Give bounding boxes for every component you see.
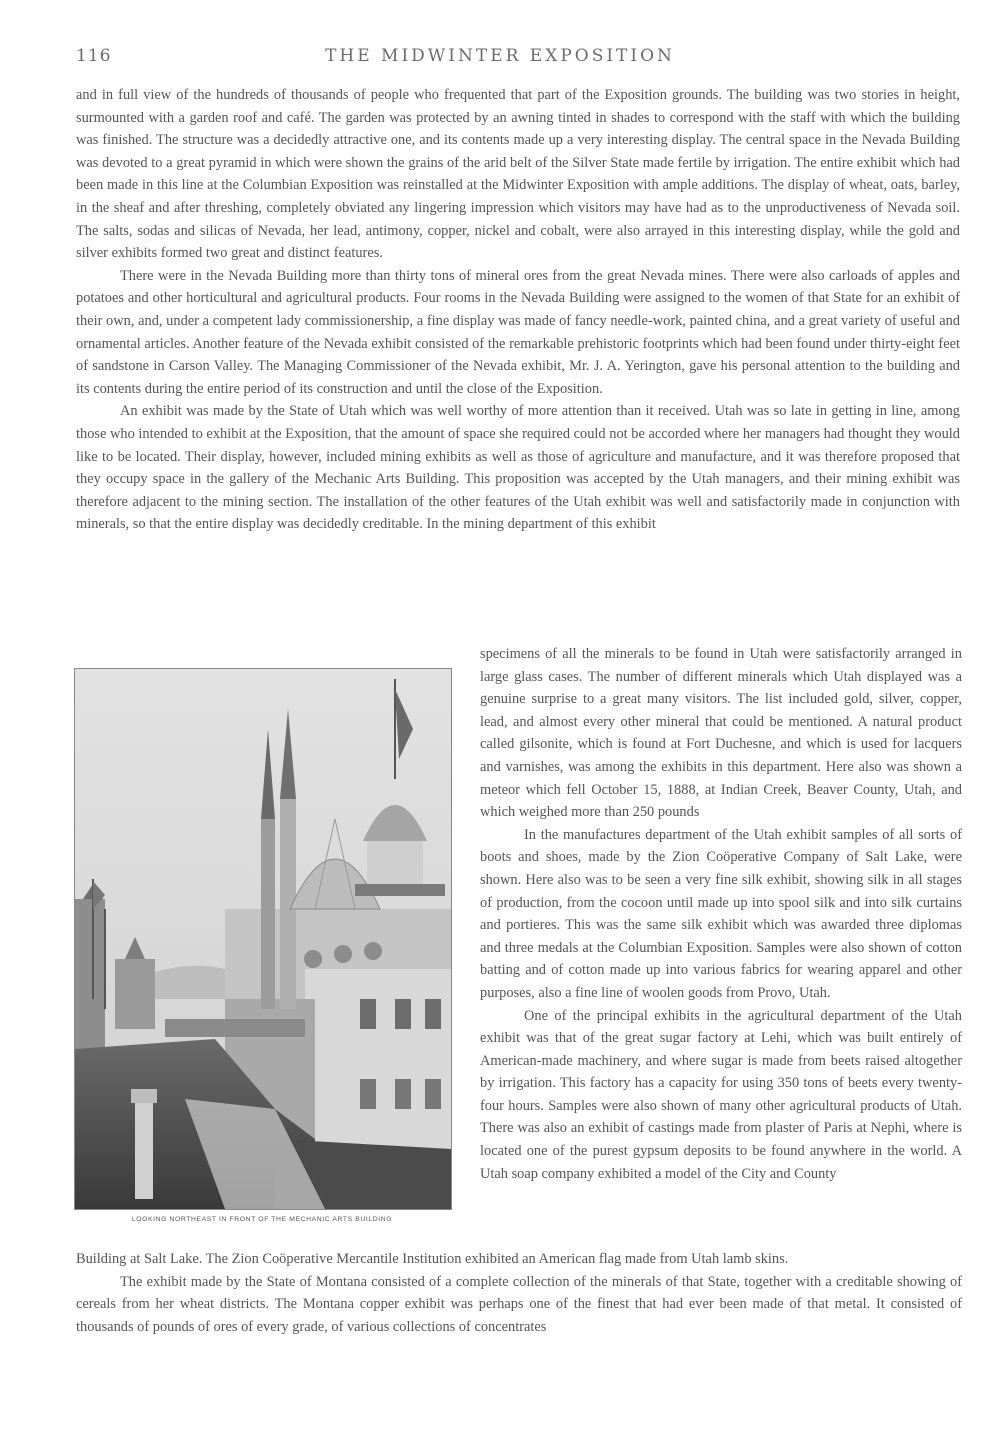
paragraph-utah-closing: Building at Salt Lake. The Zion Coöperative Mercantile Institution exhibited an American flag made from Utah lamb skins. <box>76 1251 789 1267</box>
paragraph-utah-intro: An exhibit was made by the State of Utah which was well worthy of more attention than it received. Utah was so late in getting in line, among those who intended to exhibit at the Exposition, that the amount of space she required could not be accorded where her managers had thought they would like to be located. Their display, however, included mining exhibits as well as those of agriculture and manufacture, and it was therefore proposed that they occupy space in the gallery of the Mechanic Arts Building. This proposition was accepted by the Utah managers, and their mining exhibit was therefore adjacent to the mining section. The installation of the other features of the Utah exhibit was well and satisfactorily made in conjunction with minerals, so that the entire display was decidedly creditable. In the mining department of this exhibit <box>76 403 960 533</box>
paragraph-montana: The exhibit made by the State of Montana consisted of a complete collection of the minerals of that State, together with a creditable showing of cereals from her wheat districts. The Montana copper exhibit was perhaps one of the finest that had ever been made of that metal. It consisted of thousands of pounds of ores of every grade, of various collections of concentrates <box>76 1273 962 1335</box>
paragraph-nevada-building: and in full view of the hundreds of thousands of people who frequented that part of the Exposition grounds. The building was two stories in height, surmounted with a garden roof and café. The garden was protected by an awning tinted in shades to correspond with the staff with which the building was finished. The structure was a decidedly attractive one, and its contents made up a very interesting display. The central space in the Nevada Building was devoted to a great pyramid in which were shown the grains of the arid belt of the Silver State made fertile by irrigation. The entire exhibit which had been made in this line at the Columbian Exposition was reinstalled at the Midwinter Exposition with ample additions. The display of wheat, oats, barley, in the sheaf and after threshing, completely obviated any lingering impression which visitors may have had as to the unproductiveness of Nevada soil. The salts, sodas and silicas of Nevada, her lead, antimony, copper, nickel and cobalt, were also arrayed in this interesting display, while the gold and silver exhibits formed two great and distinct features. <box>76 87 960 262</box>
top-text-block <box>76 84 960 536</box>
figure-caption: LOOKING NORTHEAST IN FRONT OF THE MECHANIC ARTS BUILDING <box>131 1216 393 1223</box>
right-column-text <box>480 643 962 1185</box>
bottom-text-block <box>76 1248 962 1338</box>
photo-mechanic-arts-building <box>74 668 452 1210</box>
paragraph-utah-agriculture: One of the principal exhibits in the agricultural department of the Utah exhibit was that of the great sugar factory at Lehi, which was built entirely of American-made machinery, and where sugar is made from beets raised altogether by irrigation. This factory has a capacity for using 350 tons of beets every twenty-four hours. Samples were also shown of many other agricultural products of Utah. There was also an exhibit of castings made from plaster of Paris at Nephi, where is located one of the purest gypsum deposits to be found anywhere in the world. A Utah soap company exhibited a model of the City and County <box>480 1007 962 1182</box>
paragraph-utah-minerals: specimens of all the minerals to be found in Utah were satisfactorily arranged in large glass cases. The number of different minerals which Utah displayed was a genuine surprise to a great many visitors. The list included gold, silver, copper, lead, and almost every other mineral that could be mentioned. A natural product called gilsonite, which is found at Fort Duchesne, and which is used for lacquers and varnishes, was among the exhibits in this department. Here also was shown a meteor which fell October 15, 1888, at Indian Creek, Beaver County, Utah, and which weighed more than 250 pounds <box>480 646 962 821</box>
paragraph-nevada-minerals: There were in the Nevada Building more than thirty tons of mineral ores from the great Nevada mines. There were also carloads of apples and potatoes and other horticultural and agricultural products. Four rooms in the Nevada Building were assigned to the women of that State for an exhibit of their own, and, under a competent lady commissionership, a fine display was made of fancy needle-work, painted china, and a great variety of useful and ornamental articles. Another feature of the Nevada exhibit consisted of the remarkable prehistoric footprints which had been found under thirty-eight feet of sandstone in Carson Valley. The Managing Commissioner of the Nevada exhibit, Mr. J. A. Yerington, gave his personal attention to the building and its contents during the entire period of its construction and until the close of the Exposition. <box>76 267 960 397</box>
page-number: 116 <box>76 46 112 66</box>
running-title: THE MIDWINTER EXPOSITION <box>325 46 675 66</box>
photo-illustration <box>75 669 451 1209</box>
paragraph-utah-manufactures: In the manufactures department of the Utah exhibit samples of all sorts of boots and shoes, made by the Zion Coöperative Company of Salt Lake, were shown. Here also was to be seen a very fine silk exhibit, showing silk in all stages of production, from the cocoon until made up into spool silk and into silk curtains and portieres. This was the same silk exhibit which was awarded three diplomas and three medals at the Columbian Exposition. Samples were also shown of cotton batting and of cotton made up into various fabrics for wearing apparel and other purposes, also a fine line of woolen goods from Provo, Utah. <box>480 826 962 1001</box>
